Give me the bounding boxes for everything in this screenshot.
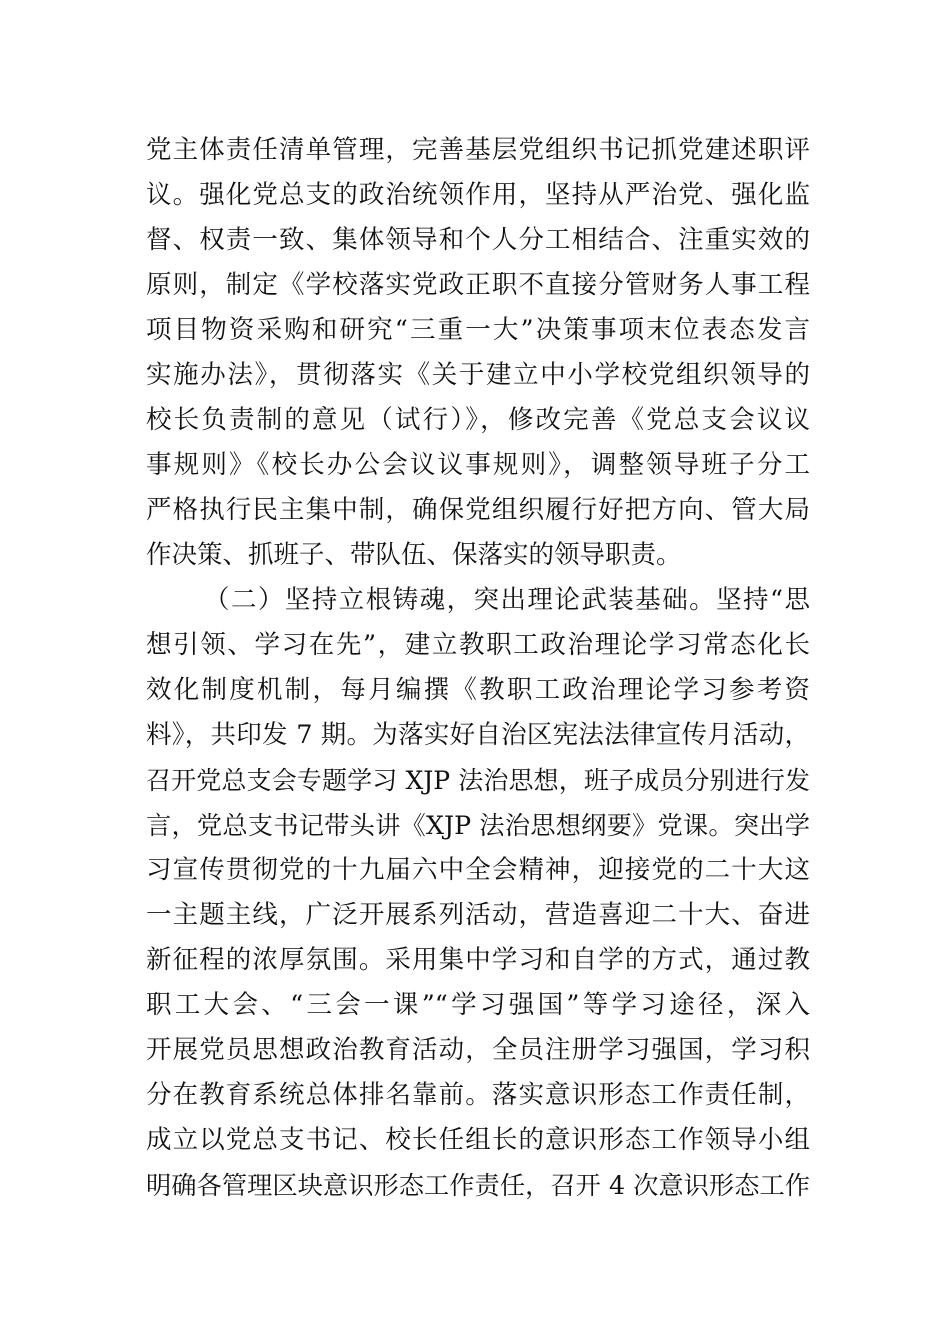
text-line: 严格执行民主集中制，确保党组织履行好把方向、管大局 bbox=[146, 495, 810, 525]
text-line: 开展党员思想政治教育活动，全员注册学习强国，学习积 bbox=[146, 1035, 810, 1065]
text-line: 新征程的浓厚氛围。采用集中学习和自学的方式，通过教 bbox=[146, 945, 810, 975]
text-line: 作决策、抓班子、带队伍、保落实的领导职责。 bbox=[146, 540, 682, 570]
text-line: 职工大会、“三会一课”“学习强国”等学习途径，深入 bbox=[146, 990, 810, 1020]
text-line: 一主题主线，广泛开展系列活动，营造喜迎二十大、奋进 bbox=[146, 900, 810, 930]
section-heading-line: （二）坚持立根铸魂，突出理论武装基础。坚持“思 bbox=[204, 585, 810, 615]
text-line: 实施办法》，贯彻落实《关于建立中小学校党组织领导的 bbox=[146, 360, 810, 390]
text-line: 议。强化党总支的政治统领作用，坚持从严治党、强化监 bbox=[146, 180, 810, 210]
text-line: 成立以党总支书记、校长任组长的意识形态工作领导小组 bbox=[146, 1125, 810, 1155]
text-line: 言，党总支书记带头讲《XJP 法治思想纲要》党课。突出学 bbox=[146, 811, 810, 840]
text-line: 料》，共印发 7 期。为落实好自治区宪法法律宣传月活动， bbox=[146, 720, 810, 750]
text-line: 分在教育系统总体排名靠前。落实意识形态工作责任制， bbox=[146, 1080, 810, 1110]
text-line: 校长负责制的意见（试行）》，修改完善《党总支会议议 bbox=[146, 405, 810, 435]
text-line: 项目物资采购和研究“三重一大”决策事项末位表态发言 bbox=[146, 315, 810, 345]
text-line: 督、权责一致、集体领导和个人分工相结合、注重实效的 bbox=[146, 225, 810, 255]
text-line: 效化制度机制，每月编撰《教职工政治理论学习参考资 bbox=[146, 675, 810, 705]
text-line: 召开党总支会专题学习 XJP 法治思想，班子成员分别进行发 bbox=[146, 766, 810, 795]
body-text bbox=[146, 128, 810, 1208]
text-line: 原则，制定《学校落实党政正职不直接分管财务人事工程 bbox=[146, 270, 810, 300]
text-line: 想引领、学习在先”，建立教职工政治理论学习常态化长 bbox=[146, 630, 810, 660]
text-line: 习宣传贯彻党的十九届六中全会精神，迎接党的二十大这 bbox=[146, 855, 810, 885]
text-line: 事规则》《校长办公会议议事规则》，调整领导班子分工 bbox=[146, 450, 810, 480]
text-line: 党主体责任清单管理，完善基层党组织书记抓党建述职评 bbox=[146, 135, 810, 165]
text-line: 明确各管理区块意识形态工作责任，召开 4 次意识形态工作 bbox=[146, 1171, 810, 1200]
